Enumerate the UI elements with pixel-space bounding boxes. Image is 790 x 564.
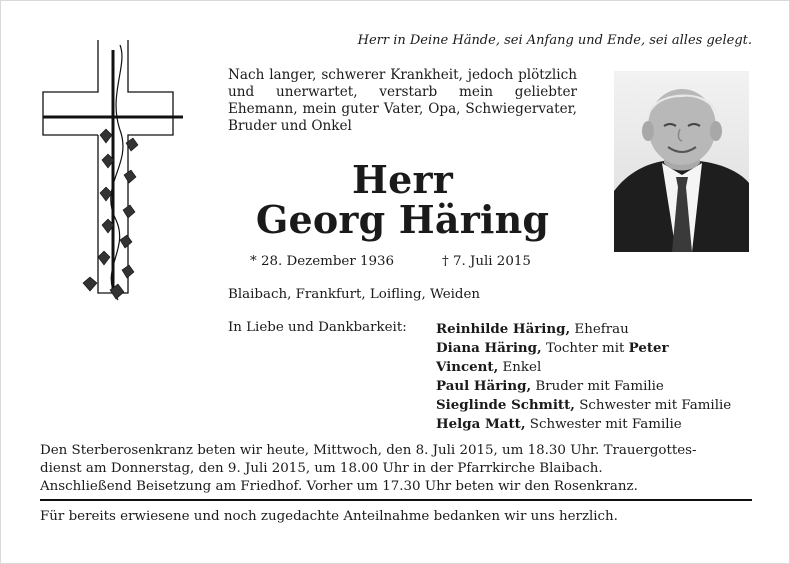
cross-icon	[38, 35, 188, 310]
intro-text: Nach langer, schwerer Krankheit, jedoch plötzlich und unerwartet, verstarb mein geliebter Ehemann, mein guter Vater, Opa, Schwiegervater, Bruder und Onkel	[228, 67, 577, 134]
list-item: Helga Matt, Schwester mit Familie	[436, 416, 682, 432]
list-item: Vincent, Enkel	[436, 359, 542, 375]
quote-text: Herr in Deine Hände, sei Anfang und Ende, sei alles gelegt.	[357, 33, 752, 48]
deceased-name	[228, 157, 577, 242]
mourners-list	[436, 320, 731, 434]
list-item: Paul Häring, Bruder mit Familie	[436, 378, 664, 394]
title-line-2: Georg Häring	[255, 197, 550, 242]
info-line: Den Sterberosenkranz beten wir heute, Mittwoch, den 8. Juli 2015, um 18.30 Uhr. Trauergottes-	[40, 443, 697, 458]
list-item: Diana Häring, Tochter mit Peter	[436, 340, 669, 356]
list-item: Sieglinde Schmitt, Schwester mit Familie	[436, 397, 732, 413]
places-text: Blaibach, Frankfurt, Loifling, Weiden	[228, 287, 481, 302]
divider	[40, 499, 752, 501]
mourners-label: In Liebe und Dankbarkeit:	[228, 320, 407, 335]
death-date: † 7. Juli 2015	[442, 254, 531, 269]
service-info	[40, 442, 752, 496]
life-dates	[250, 254, 531, 269]
title-line-1: Herr	[352, 157, 453, 202]
birth-date: * 28. Dezember 1936	[250, 254, 395, 269]
info-line: Anschließend Beisetzung am Friedhof. Vorher um 17.30 Uhr beten wir den Rosenkranz.	[40, 479, 638, 494]
portrait-photo	[614, 71, 749, 252]
thanks-text: Für bereits erwiesene und noch zugedachte Anteilnahme bedanken wir uns herzlich.	[40, 509, 618, 524]
info-line: dienst am Donnerstag, den 9. Juli 2015, um 18.00 Uhr in der Pfarrkirche Blaibach.	[40, 461, 603, 476]
list-item: Reinhilde Häring, Ehefrau	[436, 321, 629, 337]
